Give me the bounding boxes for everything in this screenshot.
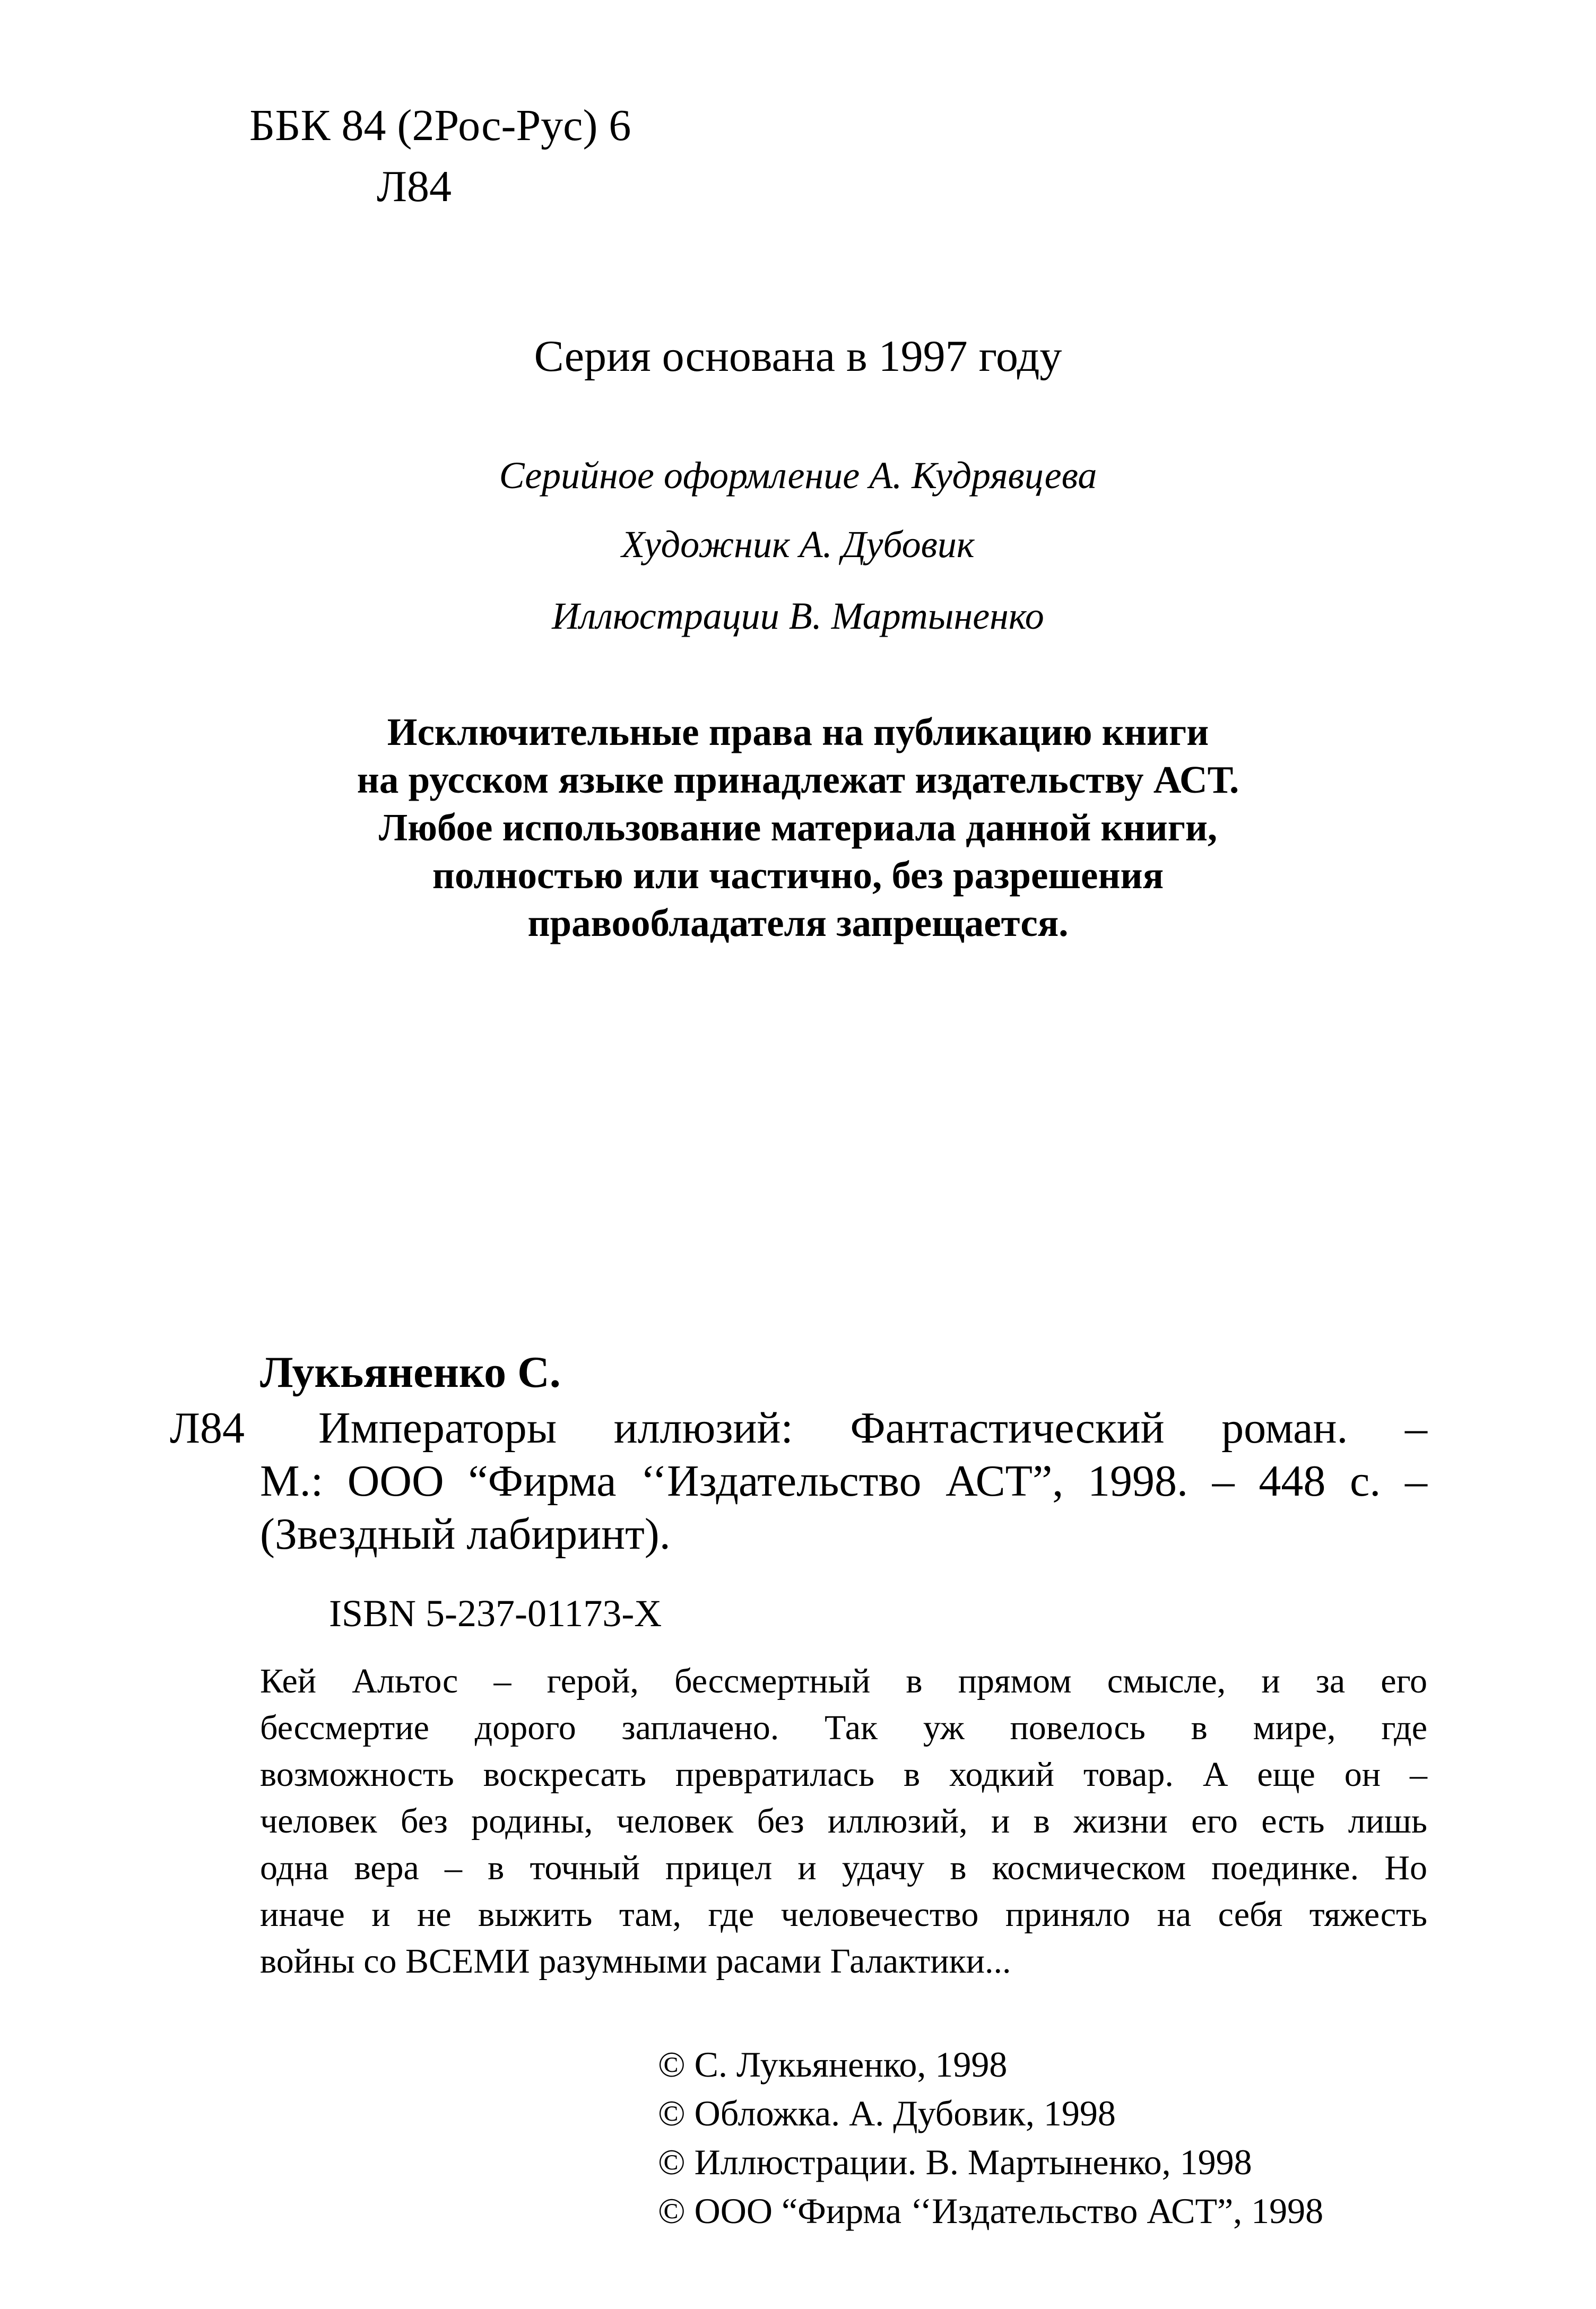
bibliographic-publisher-line: М.: ООО “Фирма ‘‘Издательство АСТ”, 1998. – 448 с. –	[260, 1456, 1427, 1506]
rights-line: на русском языке принадлежат издательству АСТ.	[357, 758, 1239, 801]
rights-line: Любое использование материала данной книги,	[378, 806, 1218, 849]
copyright-line: © Иллюстрации. В. Мартыненко, 1998	[658, 2142, 1252, 2182]
rights-notice	[0, 708, 1596, 947]
artist-credit: Художник А. Дубовик	[621, 523, 975, 566]
bibliographic-title-line: Императоры иллюзий: Фантастический роман. –	[318, 1403, 1427, 1453]
annotation-line: войны со ВСЕМИ разумными расами Галактики...	[260, 1942, 1011, 1981]
rights-line: правообладателя запрещается.	[527, 901, 1069, 944]
copyright-notices	[658, 2040, 1323, 2235]
annotation-paragraph	[260, 1658, 1427, 1985]
annotation-line: иначе и не выжить там, где человечество приняло на себя тяжесть	[260, 1895, 1427, 1934]
series-design-credit: Серийное оформление А. Кудрявцева	[499, 454, 1097, 497]
bibliographic-code: Л84	[170, 1403, 245, 1453]
annotation-line: возможность воскресать превратилась в ходкий товар. А еще он –	[260, 1755, 1427, 1794]
annotation-line: одна вера – в точный прицел и удачу в космическом поединке. Но	[260, 1848, 1427, 1887]
copyright-line: © С. Лукьяненко, 1998	[658, 2044, 1008, 2085]
bbk-author-mark: Л84	[377, 162, 452, 211]
bibliographic-author: Лукьяненко С.	[260, 1348, 561, 1397]
illustrations-credit: Иллюстрации В. Мартыненко	[552, 595, 1044, 637]
rights-line: Исключительные права на публикацию книги	[387, 710, 1209, 753]
annotation-line: человек без родины, человек без иллюзий, и в жизни его есть лишь	[260, 1802, 1427, 1841]
rights-line: полностью или частично, без разрешения	[432, 854, 1164, 897]
bbk-classification: ББК 84 (2Рос-Рус) 6	[249, 101, 631, 150]
copyright-line: © ООО “Фирма ‘‘Издательство АСТ”, 1998	[658, 2191, 1324, 2231]
bibliographic-series-line: (Звездный лабиринт).	[260, 1509, 671, 1559]
annotation-line: Кей Альтос – герой, бессмертный в прямом смысле, и за его	[260, 1662, 1427, 1700]
series-founded-note: Серия основана в 1997 году	[534, 332, 1062, 381]
isbn: ISBN 5-237-01173-X	[329, 1592, 662, 1635]
copyright-line: © Обложка. А. Дубовик, 1998	[658, 2093, 1116, 2133]
annotation-line: бессмертие дорого заплачено. Так уж повелось в мире, где	[260, 1708, 1427, 1747]
